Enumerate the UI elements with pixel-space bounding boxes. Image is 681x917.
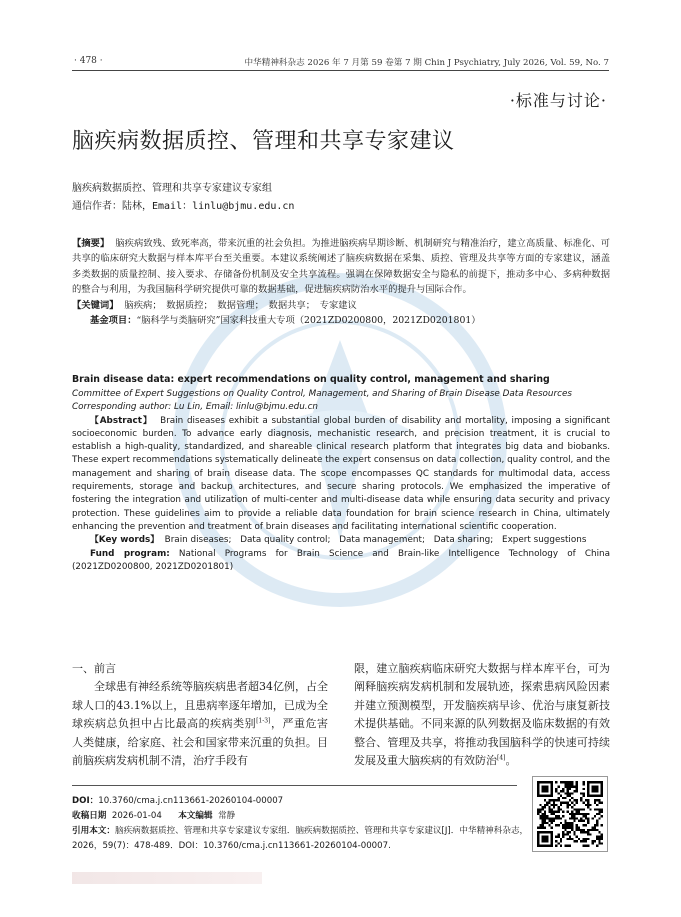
keywords-en-label: 【Key words】 (90, 535, 160, 546)
corresponding-author: 通信作者：陆林，Email：linlu@bjmu.edu.cn (72, 201, 295, 212)
abstract-cn-label: 【摘要】 (72, 238, 110, 249)
article-title: 脑疾病数据质控、管理和共享专家建议 (72, 129, 455, 154)
body-col1-cont: ，严重危害人类健康，给家庭、社会和国家带来沉重的负担。目前脑疾病发病机制不清，治疗手段有 (72, 717, 329, 768)
abstract-en (72, 388, 610, 574)
received-label: 收稿日期 (72, 811, 107, 821)
body-col2-text: 限，建立脑疾病临床研究大数据与样本库平台，可为阐释脑疾病发病机制和发展轨迹，探索患病风险因素并建立预测模型，开发脑疾病早诊、优治与康复新技术提供基础。不同来源的队列数据及临床数据的有效整合、管理及共享，将推动我国脑科学的快速可持续发展及重大脑疾病的有效防治 (354, 662, 610, 768)
keywords-cn: 脑疾病； 数据质控； 数据管理； 数据共享； 专家建议 (124, 299, 357, 311)
authors-block (72, 180, 294, 216)
qr-code-icon (537, 781, 603, 847)
section-tag: ·标准与讨论· (509, 91, 607, 110)
section-heading: 一、前言 (72, 662, 116, 675)
doi[interactable]: 10.3760/cma.j.cn113661-20260104-00007 (98, 796, 284, 806)
body-col2-end: 。 (505, 754, 517, 768)
editor-name: 常静 (218, 811, 236, 821)
corresponding-en: Corresponding author: Lu Lin, Email: linlu@bjmu.edu.cn (72, 402, 319, 413)
editor-label: 本文编辑 (178, 811, 213, 821)
qr-code[interactable] (532, 776, 608, 852)
abstract-en-text: Brain diseases exhibit a substantial global burden of disability and mortality, imposing a significant socioeconomic burden. To advance early diagnosis, mechanistic research, and precision treatment, it is crucial to establish a high-quality, standardized, and shareable clinical research platform that integrates big data and biobanks. These expert recommendations systematically delineate the expert consensus on data collection, quality control, and the management and sharing of brain disease data. The scope encompasses QC standards for multimodal data, access requirements, storage and backup architectures, and secure sharing protocols. We emphasized the imperative of fostering the integration and utilization of multi-center and multi-disease data while ensuring data security and privacy protection. These guidelines aim to provide a reliable data foundation for brain science research in China, ultimately enhancing the prevention and treatment of brain diseases and facilitating international scientific cooperation. (72, 415, 610, 532)
publisher-logo (72, 872, 262, 884)
body-text (72, 660, 610, 770)
body-column-left (72, 660, 328, 770)
header-rule (72, 70, 609, 71)
footer-rule (72, 785, 517, 786)
keywords-cn-label: 【关键词】 (72, 299, 119, 311)
received-date: 2026-01-04 (111, 811, 162, 821)
citation-1-3: [1-3] (256, 717, 271, 725)
doi-label: DOI： (72, 796, 99, 806)
author-group: 脑疾病数据质控、管理和共享专家建议专家组 (72, 183, 272, 194)
keywords-en: Brain diseases; Data quality control; Data management; Data sharing; Expert suggestions (164, 535, 587, 546)
body-column-right (354, 660, 610, 770)
cite-label: 引用本文： (72, 826, 115, 836)
citation-text: 脑疾病数据质控、管理和共享专家建议专家组．脑疾病数据质控、管理和共享专家建议[J]．中华精神科杂志，2026，59(7)：478-489．DOI：10.3760/cma.j.cn113661-20260104-00007. (72, 826, 529, 851)
journal-header: 中华精神科杂志 2026 年 7 月第 59 卷第 7 期 Chin J Psychiatry, July 2026, Vol. 59, No. 7 (244, 58, 609, 68)
english-title: Brain disease data: expert recommendations on quality control, management and sharing (72, 374, 550, 385)
committee-en: Committee of Expert Suggestions on Quality Control, Management, and Sharing of Brain Disease Data Resources (72, 389, 572, 399)
citation-4: [4] (497, 754, 506, 762)
abstract-cn-text: 脑疾病致残、致死率高，带来沉重的社会负担。为推进脑疾病早期诊断、机制研究与精准治疗，建立高质量、标准化、可共享的临床研究大数据与样本库平台至关重要。本建议系统阐述了脑疾病数据在采集、质控、管理及共享等方面的专家建议，涵盖多类数据的质量控制、接入要求、存储备份机制及安全共享流程。强调在保障数据安全与隐私的前提下，推动多中心、多病种数据的整合与利用，为我国脑科学研究提供可靠的数据基础，促进脑疾病防治水平的提升与国际合作。 (72, 238, 610, 296)
fund-en-label: Fund program: (90, 548, 170, 559)
article-footer (72, 794, 532, 854)
abstract-cn (72, 236, 610, 328)
body-col1-text: 全球患有神经系统等脑疾病患者超34亿例，占全球人口的43.1%以上，且患病率逐年增加，已成为全球疾病总负担中占比最高的疾病类别 (72, 680, 328, 731)
fund-cn: “脑科学与类脑研究”国家科技重大专项（2021ZD0200800，2021ZD0201801） (136, 315, 481, 327)
abstract-en-label: 【Abstract】 (90, 415, 153, 426)
fund-cn-label: 基金项目： (90, 315, 137, 327)
fund-en: National Programs for Brain Science and Brain-like Intelligence Technology of China (2021ZD0200800, 2021ZD0201801) (72, 548, 610, 572)
page-number: · 478 · (74, 56, 103, 66)
